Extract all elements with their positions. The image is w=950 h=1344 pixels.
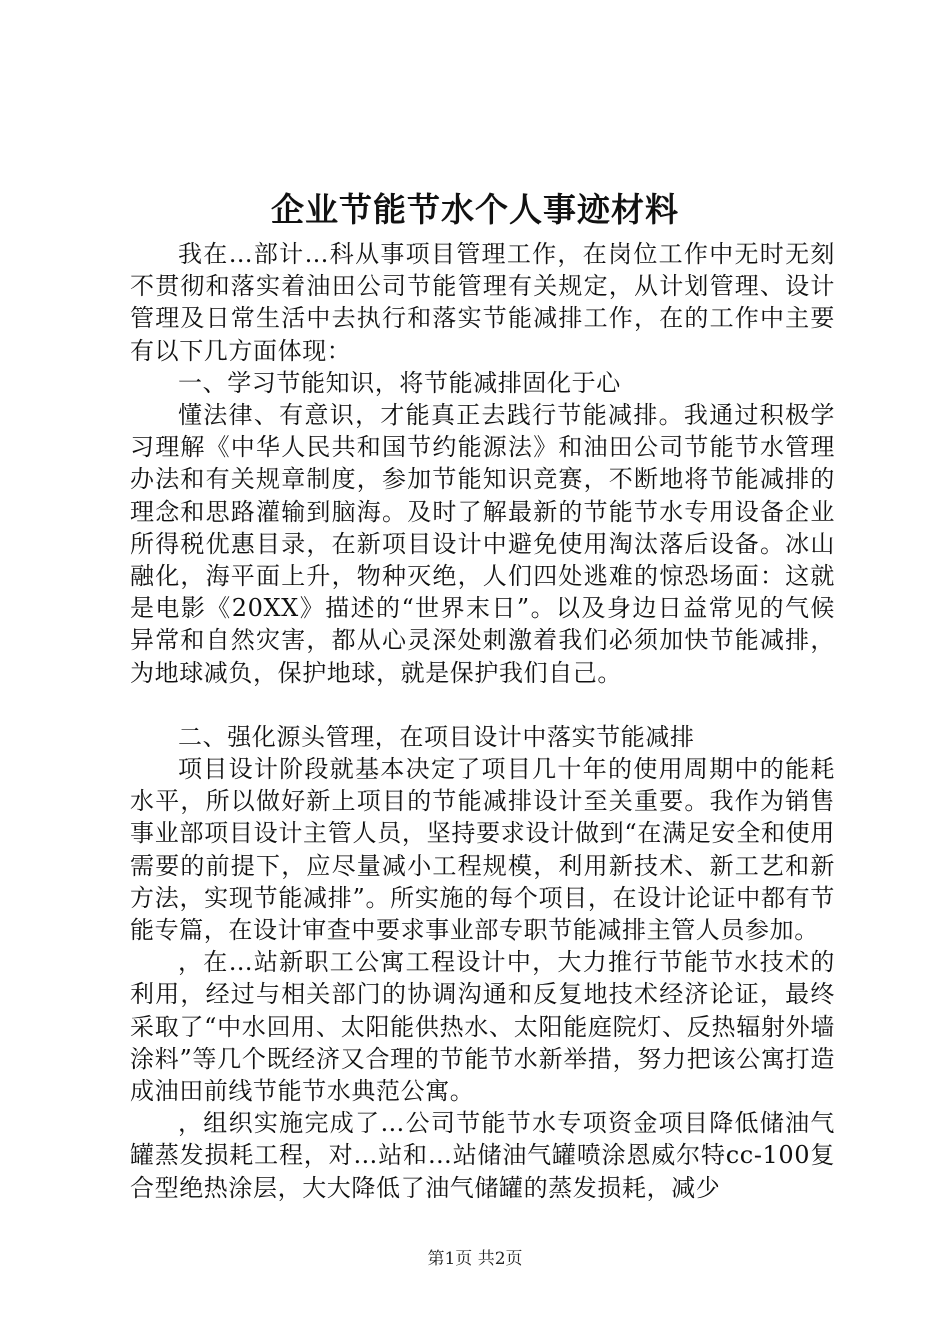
section-heading-2: 二、强化源头管理，在项目设计中落实节能减排 — [178, 722, 695, 751]
paragraph-section-2: 项目设计阶段就基本决定了项目几十年的使用周期中的能耗水平，所以做好新上项目的节能减排设计至关重要。我作为销售事业部项目设计主管人员，坚持要求设计做到“在满足安全和使用需要的前提下，应尽量减小工程规模，利用新技术、新工艺和新方法，实现节能减排”。所实施的每个项目，在设计论证中都有节能专篇，在设计审查中要求事业部专职节能减排主管人员参加。 — [130, 755, 835, 945]
paragraph-intro: 我在…部计…科从事项目管理工作，在岗位工作中无时无刻不贯彻和落实着油田公司节能管理有关规定，从计划管理、设计管理及日常生活中去执行和落实节能减排工作，在的工作中主要有以下几方面体现： — [130, 240, 835, 365]
paragraph-section-1: 懂法律、有意识，才能真正去践行节能减排。我通过积极学习理解《中华人民共和国节约能源法》和油田公司节能节水管理办法和有关规章制度，参加节能知识竞赛，不断地将节能减排的理念和思路灌输到脑海。及时了解最新的节能节水专用设备企业所得税优惠目录，在新项目设计中避免使用淘汰落后设备。冰山融化，海平面上升，物种灭绝，人们四处逃难的惊恐场面：这就是电影《20XX》描述的“世界末日”。以及身边日益常见的气候异常和自然灾害，都从心灵深处刺激着我们必须加快节能减排，为地球减负，保护地球，就是保护我们自己。 — [130, 401, 835, 687]
section-heading-1: 一、学习节能知识，将节能减排固化于心 — [178, 368, 621, 397]
paragraph-tank-coating: ，组织实施完成了…公司节能节水专项资金项目降低储油气罐蒸发损耗工程，对…站和…站储油气罐喷涂恩威尔特cc-100复合型绝热涂层，大大降低了油气储罐的蒸发损耗，减少 — [130, 1109, 835, 1202]
document-title: 企业节能节水个人事迹材料 — [271, 190, 679, 229]
document-body — [130, 238, 835, 1204]
page-footer: 第1页 共2页 — [427, 1249, 523, 1269]
blank-line — [130, 689, 835, 721]
paragraph-dormitory: ，在…站新职工公寓工程设计中，大力推行节能节水技术的利用，经过与相关部门的协调沟通和反复地技术经济论证，最终采取了“中水回用、太阳能供热水、太阳能庭院灯、反热辐射外墙涂料”等几个既经济又合理的节能节水新举措，努力把该公寓打造成油田前线节能节水典范公寓。 — [130, 948, 835, 1106]
